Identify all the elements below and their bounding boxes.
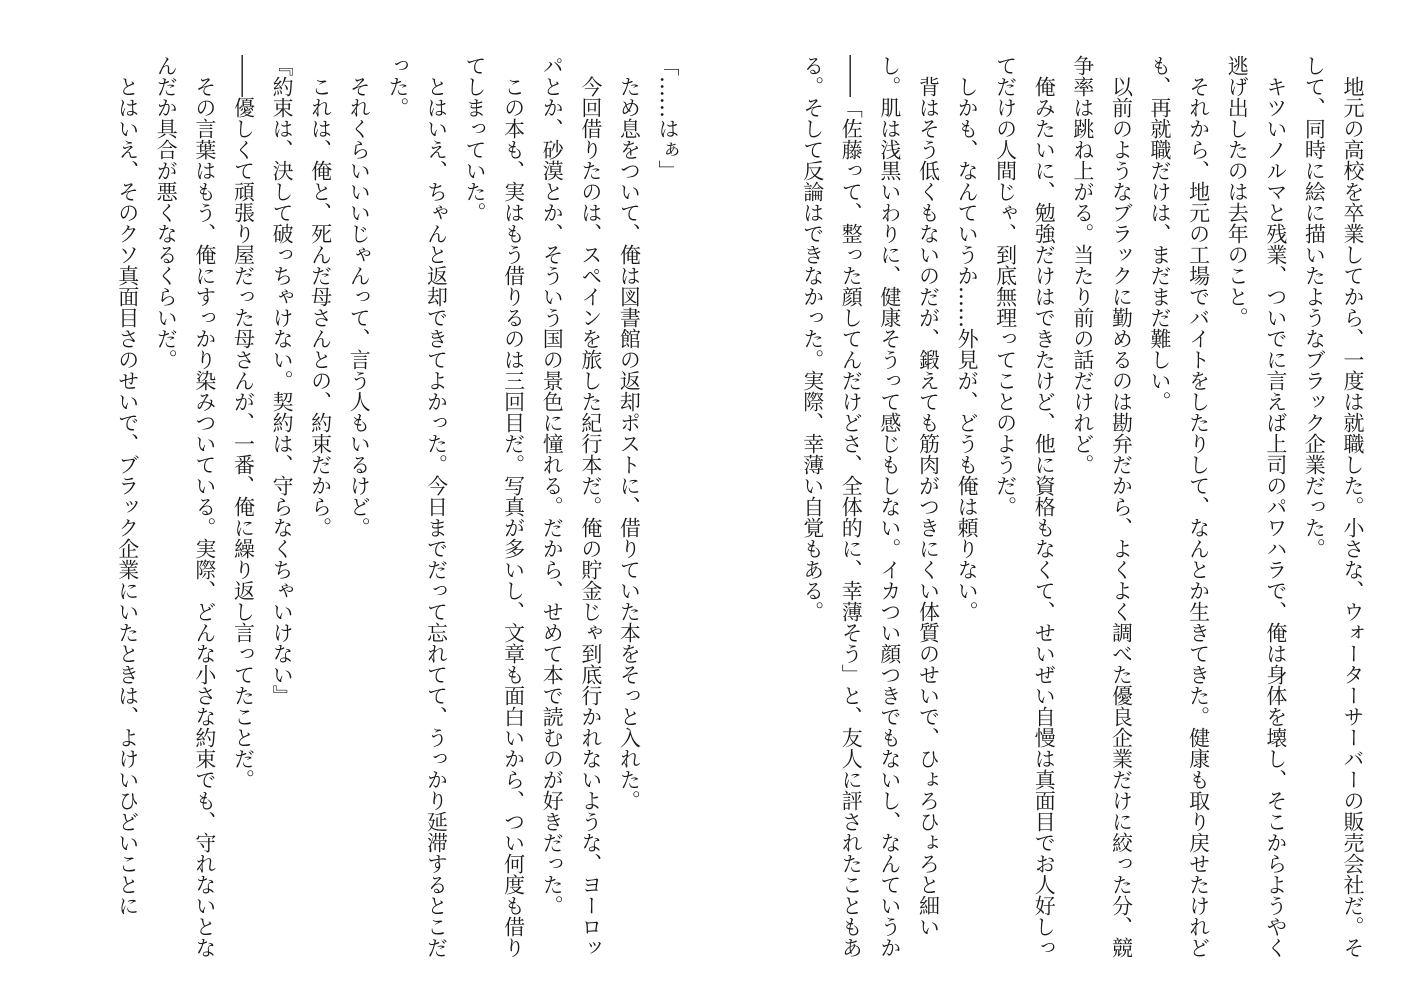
paragraph: 背はそう低くもないのだが、鍛えても筋肉がつきにくい体質のせいで、ひょろひょろと細いし。肌は浅黒いわりに、健康そうって感じもしない。イカつい顔つきでもないし、なんていうか――「佐藤って、整った顔してんだけどさ、全体的に、幸薄そう」と、友人に評されたこともある。そして反論はできなかった。実際、幸薄い自覚もある。	[800, 55, 941, 958]
paragraph: これは、俺と、死んだ母さんとの、約束だから。	[308, 76, 333, 538]
paragraph: それから、地元の工場でバイトをしたりして、なんとか生きてきた。健康も取り戻せたけれども、再就職だけは、まだまだ難しい。	[1148, 55, 1211, 958]
right-page	[707, 0, 1414, 1000]
paragraph: ――優しくて頑張り屋だった母さんが、一番、俺に繰り返し言ってたことだ。	[231, 55, 256, 790]
paragraph: 俺みたいに、勉強だけはできたけど、他に資格もなくて、せいぜい自慢は真面目でお人好しってだけの人間じゃ、到底無理ってことのようだ。	[993, 55, 1057, 958]
quoted-promise: 『約束は、決して破っちゃけない。契約は、守らなくちゃいけない』	[270, 55, 295, 706]
paragraph: キツいノルマと残業、ついでに言えば上司のパワハラで、俺は身体を壊し、そこからようやく逃げ出したのは去年のこと。	[1225, 55, 1288, 958]
dialogue-line: 「……はぁ」	[656, 55, 680, 181]
paragraph: それくらいいいじゃんって、言う人もいるけど。	[347, 76, 372, 538]
paragraph: この本も、実はもう借りるのは三回目だ。写真が多いし、文章も面白いから、つい何度も借りてしまっていた。	[463, 55, 526, 958]
paragraph: しかも、なんていうか……外見が、どうも俺は頼りない。	[955, 76, 980, 622]
left-page-text	[108, 55, 687, 970]
paragraph: ため息をついて、俺は図書館の返却ポストに、借りていた本をそっと入れた。	[617, 76, 642, 811]
paragraph: 以前のようなブラックに勤めるのは勘弁だから、よくよく調べた優良企業だけに絞った分、競争率は跳ね上がる。当たり前の話だけれど。	[1070, 55, 1134, 958]
paragraph: その言葉はもう、俺にすっかり染みついている。実際、どんな小さな約束でも、守れないとなんだか具合が悪くなるくらいだ。	[154, 55, 217, 958]
paragraph: とはいえ、そのクソ真面目さのせいで、ブラック企業にいたときは、よけいひどいことに	[115, 76, 140, 916]
right-page-text	[793, 55, 1372, 970]
paragraph: 今回借りたのは、スペインを旅した紀行本だ。俺の貯金じゃ到底行かれないような、ヨーロッパとか、砂漠とか、そういう国の景色に憧れる。だから、せめて本で読むのが好きだった。	[540, 55, 603, 958]
paragraph: 地元の高校を卒業してから、一度は就職した。小さな、ウォーターサーバーの販売会社だ。そして、同時に絵に描いたようなブラック企業だった。	[1302, 55, 1365, 958]
paragraph: とはいえ、ちゃんと返却できてよかった。今日までだって忘れてて、うっかり延滞するとこだった。	[385, 55, 449, 958]
